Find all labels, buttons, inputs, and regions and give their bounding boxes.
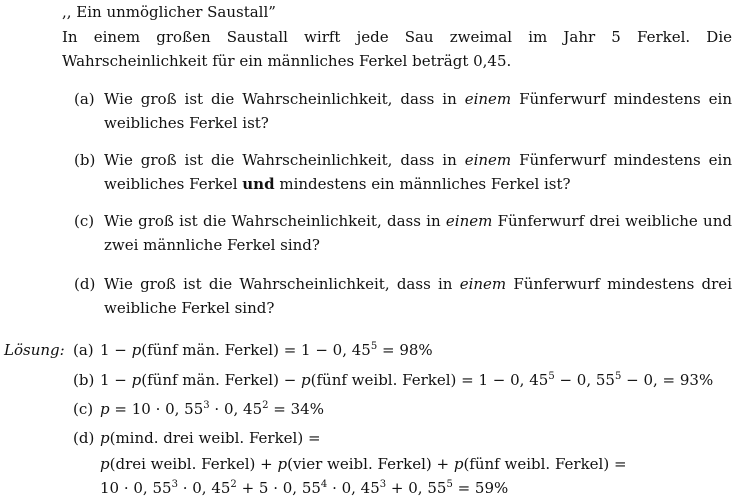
- formula-part: · 0, 45: [177, 479, 231, 497]
- question-text: [104, 272, 732, 320]
- question-emphasis: einem: [459, 275, 507, 293]
- formula-variable: p: [277, 455, 288, 473]
- solution-b: [73, 371, 713, 390]
- solution-item-label: (d): [73, 429, 95, 447]
- formula-variable: p: [100, 429, 110, 447]
- formula-exponent: 2: [262, 400, 269, 411]
- question-label: (b): [74, 151, 96, 169]
- formula-part: (vier weibl. Ferkel) +: [287, 455, 454, 473]
- formula-variable: p: [100, 455, 110, 473]
- solution-d-line3: [100, 479, 508, 498]
- question-text-part: Fünferwurf drei weibliche und zwei männliche Ferkel sind?: [104, 212, 732, 254]
- question-text-part: Wie groß ist die Wahrscheinlichkeit, dass in: [104, 90, 465, 108]
- question-b: [62, 148, 732, 196]
- formula-variable: p: [100, 400, 110, 418]
- question-label: (c): [74, 212, 95, 230]
- solution-item-label: (a): [73, 341, 94, 359]
- formula-part: (mind. drei weibl. Ferkel) =: [109, 429, 321, 447]
- formula-exponent: 3: [203, 400, 210, 411]
- formula-part: (fünf weibl. Ferkel) = 1 − 0, 45: [310, 371, 549, 389]
- formula-part: (fünf män. Ferkel) = 1 − 0, 45: [141, 341, 371, 359]
- solution-item-label: (b): [73, 371, 95, 389]
- solution-d-line2: [100, 455, 627, 474]
- formula-part: (fünf män. Ferkel) −: [141, 371, 302, 389]
- formula-variable: p: [131, 371, 142, 389]
- question-d: [62, 272, 732, 320]
- formula-exponent: 5: [446, 479, 453, 490]
- question-label: (a): [74, 90, 95, 108]
- exercise-title: ,, Ein unmöglicher Saustall”: [62, 3, 276, 21]
- question-text-part: Wie groß ist die Wahrscheinlichkeit, dass in: [104, 151, 465, 169]
- question-a: [62, 87, 732, 135]
- question-text: [104, 209, 732, 257]
- formula-result: − 0, = 93%: [621, 371, 714, 389]
- formula-part: · 0, 45: [327, 479, 380, 497]
- formula-part: 10 · 0, 55: [100, 479, 172, 497]
- question-text-part: mindestens ein männliches Ferkel ist?: [274, 175, 571, 193]
- question-emphasis: einem: [445, 212, 493, 230]
- question-label: (d): [74, 275, 96, 293]
- formula-exponent: 3: [379, 479, 387, 490]
- exercise-intro: In einem großen Saustall wirft jede Sau zweimal im Jahr 5 Ferkel. Die Wahrscheinlichkeit für ein männliches Ferkel beträgt 0,45.: [62, 28, 732, 70]
- formula-exponent: 3: [171, 479, 178, 490]
- solution-a: [73, 341, 433, 360]
- question-text: [104, 148, 732, 196]
- question-text-part: Wie groß ist die Wahrscheinlichkeit, dass in: [104, 275, 460, 293]
- formula-result: = 34%: [268, 400, 324, 418]
- solution-c: [73, 400, 324, 419]
- formula-exponent: 5: [548, 371, 555, 382]
- formula-part: − 0, 55: [554, 371, 615, 389]
- formula-part: = 10 · 0, 55: [109, 400, 204, 418]
- solution-label: Lösung:: [4, 341, 65, 359]
- question-text-part: Wie groß ist die Wahrscheinlichkeit, dass in: [104, 212, 446, 230]
- formula-exponent: 4: [320, 479, 328, 490]
- formula-result: = 98%: [377, 341, 433, 359]
- formula-variable: p: [131, 341, 142, 359]
- formula-variable: p: [453, 455, 464, 473]
- question-text: [104, 87, 732, 135]
- formula-result: = 59%: [452, 479, 509, 497]
- question-text-part: Fünferwurf mindestens drei weibliche Ferkel sind?: [104, 275, 732, 317]
- formula-part: · 0, 45: [209, 400, 263, 418]
- question-emphasis: einem: [464, 151, 512, 169]
- formula-part: + 5 · 0, 55: [236, 479, 321, 497]
- formula-part: (fünf weibl. Ferkel) =: [463, 455, 627, 473]
- formula-variable: p: [301, 371, 311, 389]
- question-strong: und: [242, 175, 275, 193]
- question-text-part: Fünferwurf mindestens ein weibliches Ferkel ist?: [104, 90, 732, 132]
- formula-part: 1 −: [100, 341, 132, 359]
- formula-exponent: 5: [370, 341, 378, 352]
- formula-part: + 0, 55: [386, 479, 447, 497]
- solution-item-label: (c): [73, 400, 94, 418]
- question-c: [62, 209, 732, 257]
- formula-exponent: 5: [614, 371, 622, 382]
- formula-part: 1 −: [100, 371, 132, 389]
- question-emphasis: einem: [464, 90, 512, 108]
- formula-part: (drei weibl. Ferkel) +: [109, 455, 278, 473]
- question-text-part: Fünferwurf mindestens ein weibliches Ferkel: [104, 151, 732, 193]
- formula-exponent: 2: [230, 479, 237, 490]
- solution-d: [73, 429, 321, 448]
